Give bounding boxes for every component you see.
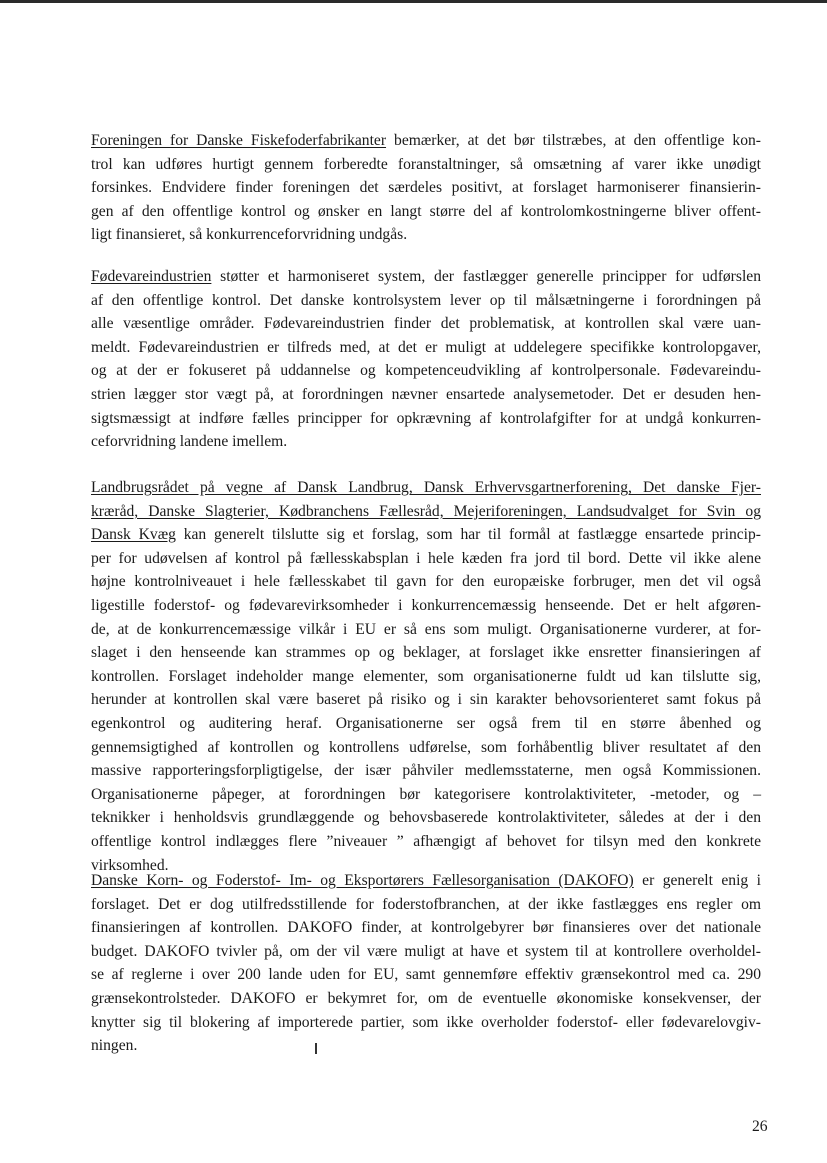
text-line	[91, 176, 761, 200]
organization-name: Landbrugsrådet på vegne af Dansk Landbrug, Dansk Erhvervsgartnerforening, Det danske Fjer-	[91, 479, 761, 496]
line-content	[91, 736, 761, 760]
paragraph-fiskefoder	[91, 129, 761, 247]
line-text: kontrollen. Forslaget indeholder mange elementer, som organisationerne fuldt ud kan tilslutte sig,	[91, 667, 761, 685]
line-content	[91, 570, 761, 594]
line-text: kan generelt tilslutte sig et forslag, som har til formål at fastlægge ensartede princip-	[175, 526, 761, 544]
text-line	[91, 963, 761, 987]
text-line	[91, 1034, 761, 1058]
line-text: bemærker, at det bør tilstræbes, at den offentlige kon-	[386, 132, 761, 149]
text-line	[91, 500, 761, 524]
line-text: gen af den offentlige kontrol og ønsker en langt større del af kontrolomkostningerne bliver offent-	[91, 202, 761, 220]
line-text: ligestille foderstof- og fødevarevirksomheder i konkurrencemæssig henseende. Det er helt afgøren-	[91, 596, 761, 614]
line-text: de, at de konkurrencemæssige vilkår i EU er så ens som muligt. Organisationerne vurderer, at for-	[91, 620, 761, 638]
text-line	[91, 359, 761, 383]
line-text: ningen.	[91, 1037, 138, 1055]
text-line	[91, 476, 761, 500]
line-content	[91, 1011, 761, 1035]
line-text: er generelt enig i	[633, 872, 761, 889]
line-content	[91, 665, 761, 689]
line-text: ligt finansieret, så konkurrenceforvridning undgås.	[91, 226, 408, 244]
text-line	[91, 916, 761, 940]
line-text: massive rapporteringsforpligtigelse, der især påhviler medlemsstaterne, men også Kommissionen.	[91, 762, 761, 780]
text-line	[91, 523, 761, 547]
line-content	[91, 359, 761, 383]
text-line	[91, 806, 761, 830]
line-content	[91, 618, 761, 642]
line-text: alle væsentlige områder. Fødevareindustrien finder det problematisk, at kontrollen skal være uan-	[91, 315, 761, 333]
page-top-rule	[0, 0, 827, 3]
text-line	[91, 940, 761, 964]
line-text: budget. DAKOFO tvivler på, om der vil være muligt at have et system til at kontrollere overholdel-	[91, 942, 761, 960]
line-content	[91, 869, 761, 893]
line-content	[91, 265, 761, 289]
line-text: se af reglerne i over 200 lande uden for EU, samt gennemføre effektiv grænsekontrol med ca. 290	[91, 966, 761, 984]
text-line	[91, 830, 761, 854]
line-content	[91, 940, 761, 964]
line-content	[91, 476, 761, 500]
text-line	[91, 641, 761, 665]
line-content	[91, 129, 761, 153]
text-line	[91, 547, 761, 571]
line-content	[91, 433, 287, 450]
text-line	[91, 336, 761, 360]
paragraph-foedevareindustrien	[91, 265, 761, 454]
line-text: ceforvridning landene imellem.	[91, 433, 288, 451]
organization-name: kræråd, Danske Slagterier, Kødbranchens Fællesråd, Mejeriforeningen, Landsudvalget for Svin og	[91, 502, 761, 520]
text-line	[91, 618, 761, 642]
text-cursor-mark	[315, 1043, 317, 1054]
text-line	[91, 200, 761, 224]
line-content	[91, 153, 761, 177]
line-content	[91, 783, 761, 807]
line-text: støtter et harmoniseret system, der fastlægger generelle principper for udførslen	[211, 268, 761, 285]
line-content	[91, 963, 761, 987]
text-line	[91, 665, 761, 689]
text-line	[91, 265, 761, 289]
line-text: per for udøvelsen af kontrol på fællesskabsplan i hele kæden fra jord til bord. Dette vil ikke alene	[91, 549, 761, 567]
organization-name: Dansk Kvæg	[91, 526, 176, 544]
line-content	[91, 383, 761, 407]
line-content	[91, 500, 761, 524]
text-line	[91, 688, 761, 712]
text-line	[91, 312, 761, 336]
organization-name: Foreningen for Danske Fiskefoderfabrikanter	[91, 132, 387, 149]
line-text: forsinkes. Endvidere finder foreningen det særdeles positivt, at forslaget harmoniserer finansierin-	[91, 179, 761, 197]
text-line	[91, 736, 761, 760]
line-text: højne kontrolniveauet i hele fællesskabet til gavn for den europæiske forbruger, men det vil også	[91, 573, 761, 591]
line-text: herunder at kontrollen skal være baseret på risiko og i sin karakter behovsorienteret samt fokus på	[91, 691, 761, 709]
line-content	[91, 712, 761, 736]
line-text: finansieringen af kontrollen. DAKOFO finder, at kontrolgebyrer bør finansieres over det nationale	[91, 919, 761, 937]
line-text: trol kan udføres hurtigt gennem forberedte foranstaltninger, så omsætning af varer ikke unødigt	[91, 155, 761, 173]
line-content	[91, 759, 761, 783]
line-content	[91, 641, 761, 665]
line-text: af den offentlige kontrol. Det danske kontrolsystem lever op til målsætningerne i forordningen på	[91, 291, 761, 309]
text-line	[91, 430, 761, 454]
line-content	[91, 688, 761, 712]
line-text: grænsekontrolsteder. DAKOFO er bekymret for, om de eventuelle økonomiske konsekvenser, der	[91, 989, 761, 1007]
line-text: virksomhed.	[91, 856, 169, 874]
text-line	[91, 570, 761, 594]
line-content	[91, 1037, 137, 1054]
line-content	[91, 226, 407, 243]
line-content	[91, 916, 761, 940]
line-text: egenkontrol og auditering heraf. Organisationerne ser også frem til en større åbenhed og	[91, 714, 761, 732]
paragraph-dakofo	[91, 869, 761, 1058]
line-text: strien lægger stor vægt på, at forordningen nævner ensartede analysemetoder. Det er desuden hen-	[91, 385, 761, 403]
line-content	[91, 547, 761, 571]
line-content	[91, 987, 761, 1011]
line-content	[91, 830, 761, 854]
text-line	[91, 223, 761, 247]
line-text: forslaget. Det er dog utilfredsstillende for foderstofbranchen, at der ikke fastlægges ens regler om	[91, 895, 761, 913]
text-line	[91, 129, 761, 153]
organization-name: Danske Korn- og Foderstof- Im- og Eksportørers Fællesorganisation (DAKOFO)	[91, 872, 634, 889]
text-line	[91, 893, 761, 917]
line-content	[91, 289, 761, 313]
line-content	[91, 312, 761, 336]
line-content	[91, 594, 761, 618]
line-text: gennemsigtighed af kontrollen og kontrollens udførelse, som forhåbentlig bliver resultatet af den	[91, 738, 761, 756]
text-line	[91, 712, 761, 736]
text-line	[91, 383, 761, 407]
line-text: knytter sig til blokering af importerede partier, som ikke overholder foderstof- eller fødevarelovgiv-	[91, 1013, 761, 1031]
line-text: offentlige kontrol indlægges flere ”niveauer ” afhængigt af behovet for tilsyn med den konkrete	[91, 832, 761, 850]
text-line	[91, 869, 761, 893]
text-line	[91, 759, 761, 783]
line-text: sigtsmæssigt at indføre fælles principper for opkrævning af kontrolafgifter for at undgå konkurren-	[91, 409, 761, 427]
paragraph-landbrugsraadet	[91, 476, 761, 877]
text-line	[91, 594, 761, 618]
line-content	[91, 893, 761, 917]
line-content	[91, 336, 761, 360]
line-text: meldt. Fødevareindustrien er tilfreds med, at det er muligt at uddelegere specifikke kontrolopgaver,	[91, 338, 761, 356]
organization-name: Fødevareindustrien	[91, 268, 212, 285]
line-text: teknikker i henholdsvis grundlæggende og behovsbaserede kontrolaktiviteter, således at der i den	[91, 809, 761, 827]
text-line	[91, 987, 761, 1011]
line-content	[91, 200, 761, 224]
line-text: og at der er fokuseret på uddannelse og kompetenceudvikling af kontrolpersonale. Fødevareindu-	[91, 362, 761, 380]
line-content	[91, 806, 761, 830]
line-content	[91, 523, 761, 547]
text-line	[91, 407, 761, 431]
line-content	[91, 176, 761, 200]
line-text: Organisationerne påpeger, at forordningen bør kategorisere kontrolaktiviteter, -metoder, og –	[91, 785, 761, 803]
text-line	[91, 289, 761, 313]
text-line	[91, 153, 761, 177]
text-line	[91, 1011, 761, 1035]
line-text: slaget i den henseende kan strammes op og beklager, at forslaget ikke ensretter finansieringen af	[91, 644, 761, 662]
text-line	[91, 783, 761, 807]
line-content	[91, 407, 761, 431]
page-number: 26	[752, 1118, 768, 1135]
